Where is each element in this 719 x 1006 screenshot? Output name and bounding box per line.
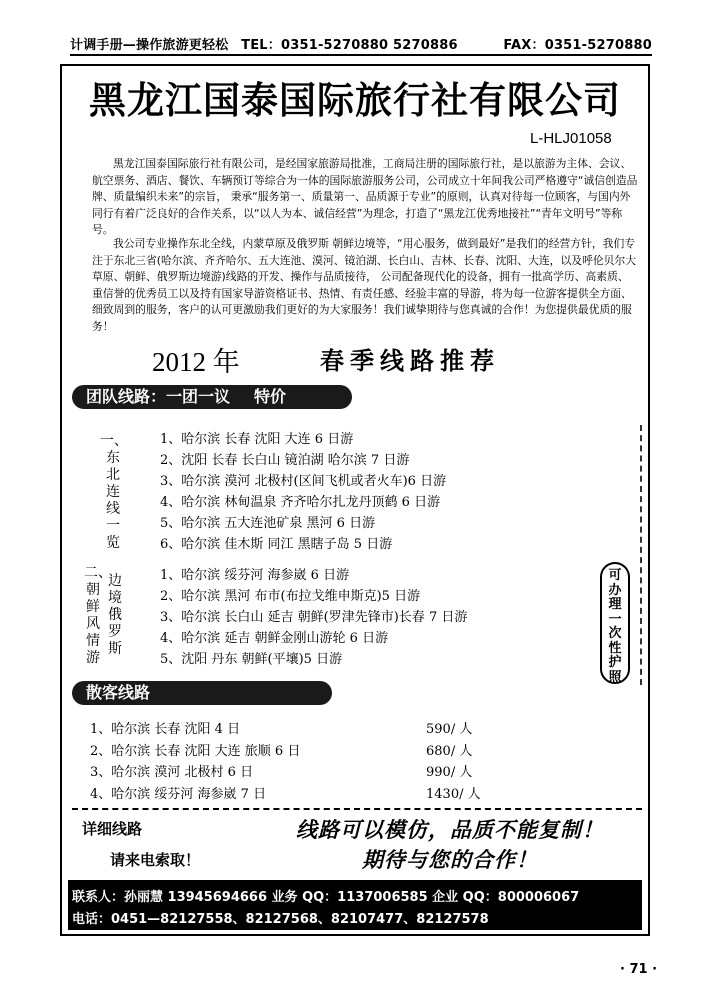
license-number: L-HLJ01058 [530, 130, 612, 147]
label-char: 境 [108, 590, 122, 606]
fit-price: 990/ 人 [426, 765, 473, 780]
fit-banner-label: 散客线路 [86, 683, 151, 702]
border-route-list [160, 565, 467, 670]
dashed-divider-vertical [640, 425, 642, 685]
oval-char: 办 [608, 582, 622, 598]
label-char: 线 [106, 501, 120, 517]
label-column-2 [106, 573, 124, 658]
fit-routes-banner [72, 681, 332, 705]
dashed-divider-horizontal [72, 808, 642, 810]
oval-char: 一 [608, 611, 622, 627]
route-item: 3、哈尔滨 长白山 延吉 朝鲜(罗津先锋市)长春 7 日游 [160, 610, 468, 625]
label-char: 二、 [84, 565, 112, 581]
top-header-bar [70, 34, 652, 56]
route-item: 5、哈尔滨 五大连池矿泉 黑河 6 日游 [160, 516, 376, 531]
header-tel: TEL：0351-5270880 5270886 [241, 38, 458, 53]
detail-routes-label: 详细线路 [82, 820, 143, 838]
label-char: 一、 [100, 433, 128, 449]
route-item: 4、哈尔滨 延吉 朝鲜金刚山游轮 6 日游 [160, 631, 389, 646]
route-item: 6、哈尔滨 佳木斯 同江 黑瞎子岛 5 日游 [160, 537, 393, 552]
fit-route: 4、哈尔滨 绥芬河 海参崴 7 日 [90, 786, 267, 802]
oval-char: 可 [608, 568, 622, 583]
special-price-label: 特价 [254, 387, 287, 406]
label-char: 游 [86, 650, 100, 666]
page-number: · 71 · [620, 962, 658, 977]
fit-price: 680/ 人 [426, 743, 473, 759]
oval-char: 性 [608, 640, 622, 656]
label-char: 俄 [108, 607, 122, 623]
header-slogan: 计调手册—操作旅游更轻松 [70, 38, 229, 53]
season-title: 春季线路推荐 [320, 346, 500, 375]
label-char: 鲜 [86, 599, 100, 615]
route-item: 1、哈尔滨 长春 沈阳 大连 6 日游 [160, 432, 354, 447]
intro-paragraph-1: 黑龙江国泰国际旅行社有限公司，是经国家旅游局批准，工商局注册的国际旅行社，是以旅游为主体、会议、航空票务、酒店、餐饮、车辆预订等综合为一体的国际旅游服务公司，公司成立十年间我公司严格遵守“诚信创造品牌、质量编织未来”的宗旨， 秉承“服务第一、质量第一、品质源于专业”的原则，认真对待每一位顾客，与国内外同行有着广泛良好的合作关系，以“以人为本、诚信经营”为理念，打造了“黑龙江优秀地接社”“青年文明号”等称号。 [92, 157, 638, 237]
route-item: 2、沈阳 长春 长白山 镜泊湖 哈尔滨 7 日游 [160, 453, 410, 468]
northeast-section-label [100, 433, 126, 552]
oval-char: 理 [608, 597, 622, 612]
group-banner-label: 团队线路：一团一议 [86, 387, 231, 406]
quality-slogan: 线路可以模仿，品质不能复制！ [296, 818, 604, 842]
route-item: 3、哈尔滨 漠河 北极村(区间飞机或者火车)6 日游 [160, 474, 447, 489]
fit-row [90, 719, 510, 741]
oval-char: 次 [608, 626, 622, 641]
oval-char: 护 [608, 655, 622, 670]
label-char: 一 [106, 518, 120, 534]
northeast-route-list [160, 429, 446, 555]
fit-route-table [90, 719, 510, 805]
label-char: 斯 [108, 641, 122, 657]
route-item: 4、哈尔滨 林甸温泉 齐齐哈尔扎龙丹顶鹤 6 日游 [160, 495, 441, 510]
fit-route: 2、哈尔滨 长春 沈阳 大连 旅顺 6 日 [90, 743, 301, 759]
fit-row [90, 784, 510, 806]
contact-bar [68, 880, 642, 930]
call-for-details-label: 请来电索取！ [110, 851, 201, 869]
intro-paragraph-2: 我公司专业操作东北全线，内蒙草原及俄罗斯 朝鲜边境等，“用心服务，做到最好”是我们的经营方针，我们专注于东北三省(哈尔滨、齐齐哈尔、五大连池、漠河、镜泊湖、长白山、吉林、长春、沈阳、大连，以及呼伦贝尔大草原、朝鲜、俄罗斯边境游)线路的开发、操作与品质接待， 公司配备现代化的设备，拥有一批高学历、高素质、重信誉的优秀员工以及持有国家导游资格证书、热情、有责任感、经验丰富的导游，将为每一位游客提供全方面、细致周到的服务，客户的认可更激励我们更好的为大家服务！我们诚挚期待与您真诚的合作！为您提供最优质的服务！ [92, 237, 637, 333]
fit-price: 590/ 人 [426, 722, 473, 737]
contact-line-2: 电话：0451—82127558、82127568、82107477、82127578 [72, 912, 489, 927]
oval-char: 照 [608, 669, 622, 685]
contact-line-1: 联系人：孙丽慧 13945694666 业务 QQ：1137006585 企业 QQ：800006067 [72, 890, 580, 905]
label-char: 风 [86, 616, 100, 632]
season-year: 2012 年 [152, 347, 240, 377]
fit-row [90, 741, 510, 763]
label-char: 罗 [108, 624, 122, 640]
fit-route: 1、哈尔滨 长春 沈阳 4 日 [90, 722, 241, 737]
label-char: 连 [106, 484, 120, 500]
label-char: 情 [86, 633, 100, 649]
route-item: 2、哈尔滨 黑河 布市(布拉戈维申斯克)5 日游 [160, 589, 421, 604]
label-char: 东 [106, 450, 120, 466]
label-char: 边 [108, 573, 122, 589]
fit-row [90, 762, 510, 784]
route-item: 1、哈尔滨 绥芬河 海参崴 6 日游 [160, 568, 350, 583]
label-char: 北 [106, 467, 120, 483]
fit-price: 1430/ 人 [426, 786, 481, 802]
label-column-1 [84, 565, 112, 667]
cooperation-slogan: 期待与您的合作！ [362, 848, 538, 872]
label-char: 朝 [86, 582, 100, 598]
route-item: 5、沈阳 丹东 朝鲜(平壤)5 日游 [160, 652, 343, 667]
header-fax: FAX：0351-5270880 [503, 38, 652, 53]
passport-note-oval [600, 562, 630, 684]
label-char: 览 [106, 535, 120, 551]
fit-route: 3、哈尔滨 漠河 北极村 6 日 [90, 765, 254, 780]
group-routes-banner [72, 385, 352, 409]
company-name: 黑龙江国泰国际旅行社有限公司 [89, 79, 621, 122]
